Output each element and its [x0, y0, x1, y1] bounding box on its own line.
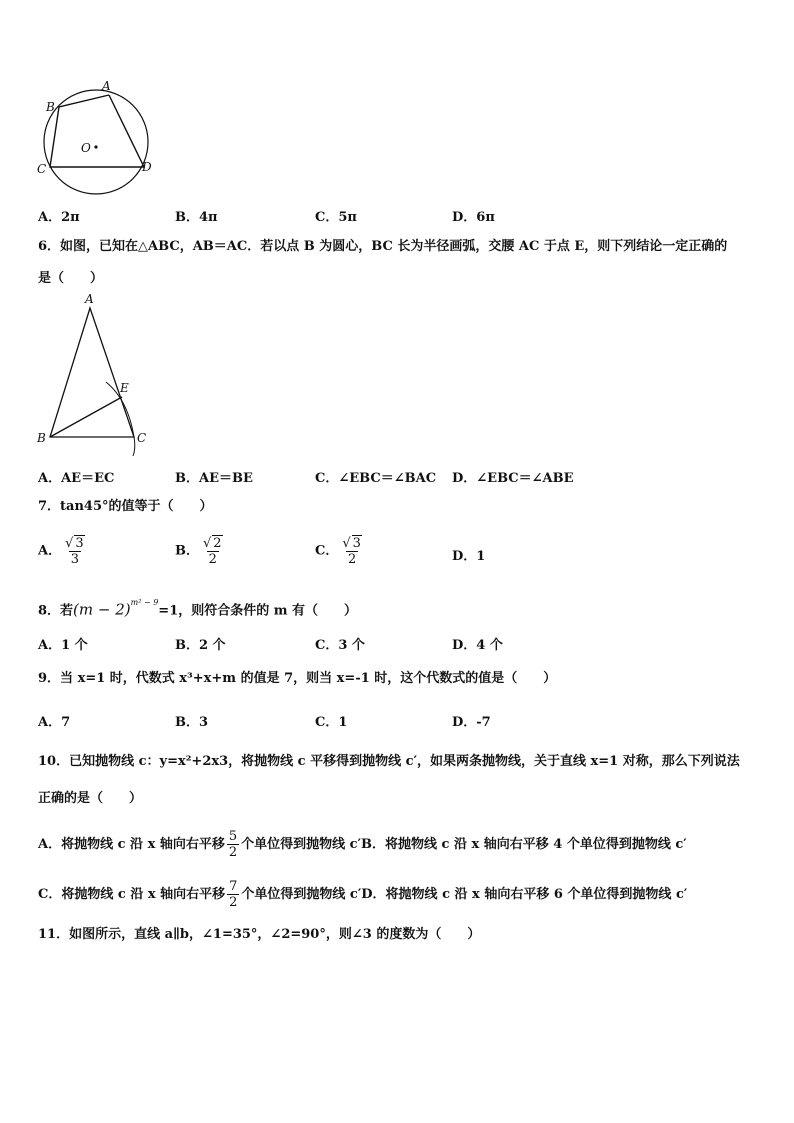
q5-option-a: A．2π: [38, 210, 80, 225]
q5-option-d: D．6π: [452, 210, 495, 225]
isosceles-triangle-figure: [30, 290, 160, 450]
fraction-sqrt3-over-3: $\frac{√ 3}{3}$: [65, 536, 84, 567]
q8-option-d: D．4 个: [452, 638, 503, 653]
point-label-e: E: [120, 381, 129, 395]
q8-option-c: C．3 个: [315, 638, 365, 653]
point-label-a: A: [85, 292, 94, 306]
q5-option-b: B．4π: [175, 210, 218, 225]
triangle-abc: [50, 308, 134, 437]
q5-option-c: C．5π: [315, 210, 357, 225]
fraction-5-over-2: $\frac{5}{2}$: [228, 829, 238, 860]
q10-stem-line2: 正确的是（ ）: [38, 791, 143, 806]
circle-quadrilateral-figure: [30, 78, 160, 198]
point-label-c: C: [37, 162, 47, 176]
q9-stem: 9．当 x=1 时，代数式 x³+x+m 的值是 7，则当 x=-1 时，这个代数式的值是（ ）: [38, 671, 557, 686]
q6-stem-line2: 是（ ）: [38, 271, 104, 286]
q8-base: (m − 2): [73, 600, 131, 619]
q10-options-cd: C．将抛物线 c 沿 x 轴向右平移 $\frac{7}{2}$ 个单位得到抛物线 c′D．将抛物线 c 沿 x 轴向右平移 6 个单位得到抛物线 c′: [38, 879, 688, 910]
q9-option-b: B．3: [175, 715, 209, 730]
q6-stem-line1: 6．如图，已知在△ABC，AB＝AC．若以点 B 为圆心，BC 长为半径画弧，交腰 AC 于点 E，则下列结论一定正确的: [38, 239, 728, 254]
quadrilateral-abcd: [50, 95, 144, 167]
fraction-sqrt2-over-2: $\frac{√ 2}{2}$: [203, 536, 222, 567]
q6-option-c: C．∠EBC＝∠BAC: [315, 471, 437, 486]
q6-option-b: B．AE＝BE: [175, 471, 253, 486]
q8-option-b: B．2 个: [175, 638, 226, 653]
q10-options-ab: A．将抛物线 c 沿 x 轴向右平移 $\frac{5}{2}$ 个单位得到抛物线 c′B．将抛物线 c 沿 x 轴向右平移 4 个单位得到抛物线 c′: [38, 829, 687, 860]
q11-stem: 11．如图所示，直线 a∥b，∠1=35°，∠2=90°，则∠3 的度数为（ ）: [38, 927, 481, 942]
q6-option-d: D．∠EBC＝∠ABE: [452, 471, 574, 486]
q8-option-a: A．1 个: [38, 638, 88, 653]
q7-option-d: D．1: [452, 549, 486, 564]
point-label-o: O: [81, 141, 91, 155]
q9-option-c: C．1: [315, 715, 348, 730]
q8-exponent: m² − 9: [130, 598, 159, 607]
fraction-7-over-2: $\frac{7}{2}$: [229, 879, 238, 910]
point-label-b: B: [37, 431, 46, 445]
point-label-b: B: [46, 100, 55, 114]
q6-option-a: A．AE＝EC: [38, 471, 115, 486]
q9-option-d: D．-7: [452, 715, 491, 730]
q7-option-b: B． $\frac{√ 2}{2}$: [175, 535, 227, 567]
point-label-a: A: [102, 79, 111, 93]
point-label-d: D: [142, 160, 152, 174]
q7-option-c: C． $\frac{√ 3}{2}$: [315, 535, 366, 567]
point-label-c: C: [137, 431, 147, 445]
q7-stem: 7．tan45°的值等于（ ）: [38, 499, 213, 514]
q10-stem-line1: 10．已知抛物线 c：y=x²+2x3，将抛物线 c 平移得到抛物线 c′，如果两条抛物线，关于直线 x=1 对称，那么下列说法: [38, 754, 740, 769]
fraction-sqrt3-over-2: $\frac{√ 3}{2}$: [342, 536, 361, 567]
center-dot: [94, 145, 97, 148]
q7-option-a: A． $\frac{√ 3}{3}$: [38, 535, 89, 567]
q9-option-a: A．7: [38, 715, 71, 730]
q8-stem: 8．若$(m - 2)^{m^2 - 9}=1$，则符合条件的 m 有（ ）: [38, 598, 358, 619]
